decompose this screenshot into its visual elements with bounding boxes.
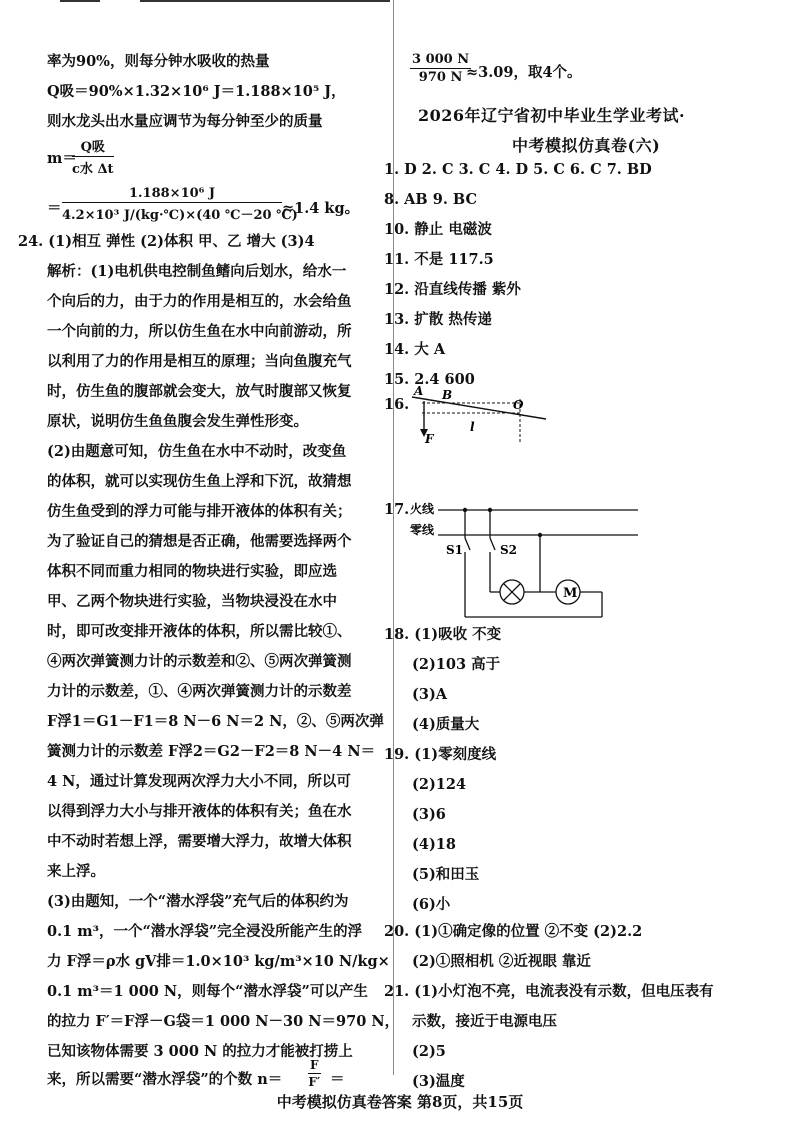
text-line: 则水龙头出水量应调节为每分钟至少的质量 <box>47 113 323 130</box>
text-line: 0.1 m³，一个“潜水浮袋”完全浸没所能产生的浮 <box>47 923 363 940</box>
text-line: ④两次弹簧测力计的示数差和②、⑤两次弹簧测 <box>47 653 352 670</box>
text-line: 时，仿生鱼的腹部就会变大，放气时腹部又恢复 <box>47 383 352 400</box>
text-line: 个向后的力，由于力的作用是相互的，水会给鱼 <box>47 293 352 310</box>
text-line: 以得到浮力大小与排开液体的体积有关；鱼在水 <box>47 803 352 820</box>
text-line: 为了验证自己的猜想是否正确，他需要选择两个 <box>47 533 352 550</box>
arm-l-label: l <box>470 420 475 434</box>
point-o-label: O <box>513 398 524 412</box>
text-line: 力 F浮＝ρ水 gV排＝1.0×10³ kg/m³×10 N/kg× <box>47 953 390 970</box>
answer-line: (2)103 高于 <box>412 656 501 673</box>
answer-line: (3)6 <box>412 806 446 823</box>
formula-lhs: ＝ <box>47 200 62 217</box>
point-a-label: A <box>414 385 424 398</box>
text-line: 甲、乙两个物块进行实验，当物块浸没在水中 <box>47 593 337 610</box>
text-line: 的体积，就可以实现仿生鱼上浮和下沉，故猜想 <box>47 473 352 490</box>
formula-fraction <box>410 52 471 85</box>
answer-line: 12. 沿直线传播 紫外 <box>384 281 521 298</box>
answer-line: 11. 不是 117.5 <box>384 251 494 268</box>
text-line: F浮1＝G1－F1＝8 N－6 N＝2 N，②、⑤两次弹 <box>47 713 384 730</box>
switch-s2-label: S2 <box>500 543 518 557</box>
text-line: 的拉力 F′＝F浮－G袋＝1 000 N－30 N＝970 N， <box>47 1013 400 1030</box>
text-line: 一个向前的力，所以仿生鱼在水中向前游动，所 <box>47 323 352 340</box>
formula-tail: ＝ <box>330 1071 345 1088</box>
top-rule-left <box>60 0 100 2</box>
text-line: 4 N，通过计算发现两次浮力大小不同，所以可 <box>47 773 351 790</box>
answer-line: 15. 2.4 600 <box>384 371 475 388</box>
fraction-denominator: 970 N <box>418 70 463 85</box>
answer-line: 20. (1)①确定像的位置 ②不变 (2)2.2 <box>384 923 643 940</box>
answer-line: (2)①照相机 ②近视眼 靠近 <box>412 953 591 970</box>
circuit-diagram <box>408 500 640 625</box>
live-wire-label: 火线 <box>410 502 435 516</box>
text-line: 原状，说明仿生鱼鱼腹会发生弹性形变。 <box>47 413 308 430</box>
text-line: 来上浮。 <box>47 863 105 880</box>
text-line: (3)由题知，一个“潜水浮袋”充气后的体积约为 <box>47 893 349 910</box>
section-title: 2026年辽宁省初中毕业生学业考试· <box>418 106 686 125</box>
text-line: 率为90%，则每分钟水吸收的热量 <box>47 53 270 70</box>
page-footer: 中考模拟仿真卷答案 第8页，共15页 <box>276 1093 524 1111</box>
formula-lhs: m＝ <box>47 150 77 167</box>
formula-fraction <box>72 136 114 177</box>
q24-answer: 24. (1)相互 弹性 (2)体积 甲、乙 增大 (3)4 <box>18 233 315 250</box>
formula-fraction <box>62 186 298 223</box>
answer-line: (3)温度 <box>412 1073 465 1090</box>
fraction-numerator: 3 000 N <box>412 52 470 67</box>
answer-line: 17. <box>384 501 410 518</box>
answer-line: (6)小 <box>412 896 451 913</box>
answer-line: (5)和田玉 <box>412 866 480 883</box>
text-line: 簧测力计的示数差 F浮2＝G2－F2＝8 N－4 N＝ <box>47 743 376 760</box>
answer-line: (4)18 <box>412 836 456 853</box>
lever-diagram <box>410 385 550 455</box>
text-line: 以利用了力的作用是相互的原理；当向鱼腹充气 <box>47 353 352 370</box>
answer-line: (2)5 <box>412 1043 446 1060</box>
answer-line: 14. 大 A <box>384 341 446 358</box>
neutral-wire-label: 零线 <box>410 523 435 537</box>
answer-line: 16. <box>384 396 410 413</box>
answer-line: 8. AB 9. BC <box>384 191 477 208</box>
text-line: (2)由题意可知，仿生鱼在水中不动时，改变鱼 <box>47 443 347 460</box>
answer-line: 21. (1)小灯泡不亮，电流表没有示数，但电压表有 <box>384 983 714 1000</box>
answer-line: 示数，接近于电源电压 <box>412 1013 557 1030</box>
force-f-label: F <box>425 432 434 446</box>
formula-tail: ≈3.09，取4个。 <box>466 64 582 81</box>
answer-line: 18. (1)吸收 不变 <box>384 626 502 643</box>
point-b-label: B <box>442 388 453 402</box>
fraction-numerator: F <box>310 1058 319 1072</box>
text-line: Q吸＝90%×1.32×10⁶ J＝1.188×10⁵ J， <box>47 83 346 100</box>
text-line: 来，所以需要“潜水浮袋”的个数 n＝ <box>47 1071 283 1088</box>
answer-line: (3)A <box>412 686 448 703</box>
fraction-denominator: c水 Δt <box>72 162 114 177</box>
answer-line: 10. 静止 电磁波 <box>384 221 492 238</box>
text-line: 0.1 m³＝1 000 N，则每个“潜水浮袋”可以产生 <box>47 983 368 1000</box>
fraction-numerator: 1.188×10⁶ J <box>62 186 282 203</box>
fraction-numerator: Q吸 <box>72 136 114 157</box>
switch-s1-label: S1 <box>446 543 464 557</box>
answer-line: 13. 扩散 热传递 <box>384 311 492 328</box>
formula-fraction <box>308 1058 321 1089</box>
answer-line: 1. D 2. C 3. C 4. D 5. C 6. C 7. BD <box>384 161 652 178</box>
fraction-denominator: F′ <box>308 1075 321 1089</box>
text-line: 已知该物体需要 3 000 N 的拉力才能被打捞上 <box>47 1043 353 1060</box>
text-line: 中不动时若想上浮，需要增大浮力，故增大体积 <box>47 833 352 850</box>
text-line: 力计的示数差，①、④两次弹簧测力计的示数差 <box>47 683 352 700</box>
answer-line: (2)124 <box>412 776 467 793</box>
answer-line: (4)质量大 <box>412 716 480 733</box>
text-line: 时，即可改变排开液体的体积，所以需比较①、 <box>47 623 352 640</box>
section-subtitle: 中考模拟仿真卷(六) <box>512 136 661 155</box>
formula-tail: ≈1.4 kg。 <box>282 200 360 217</box>
motor-label: M <box>563 586 578 601</box>
text-line: 解析：(1)电机供电控制鱼鳍向后划水，给水一 <box>47 263 347 280</box>
answer-line: 19. (1)零刻度线 <box>384 746 497 763</box>
top-rule-mid <box>140 0 390 2</box>
fraction-denominator: 4.2×10³ J/(kg·℃)×(40 ℃－20 ℃) <box>62 208 298 223</box>
text-line: 仿生鱼受到的浮力可能与排开液体的体积有关； <box>47 503 352 520</box>
text-line: 体积不同而重力相同的物块进行实验，即应选 <box>47 563 337 580</box>
